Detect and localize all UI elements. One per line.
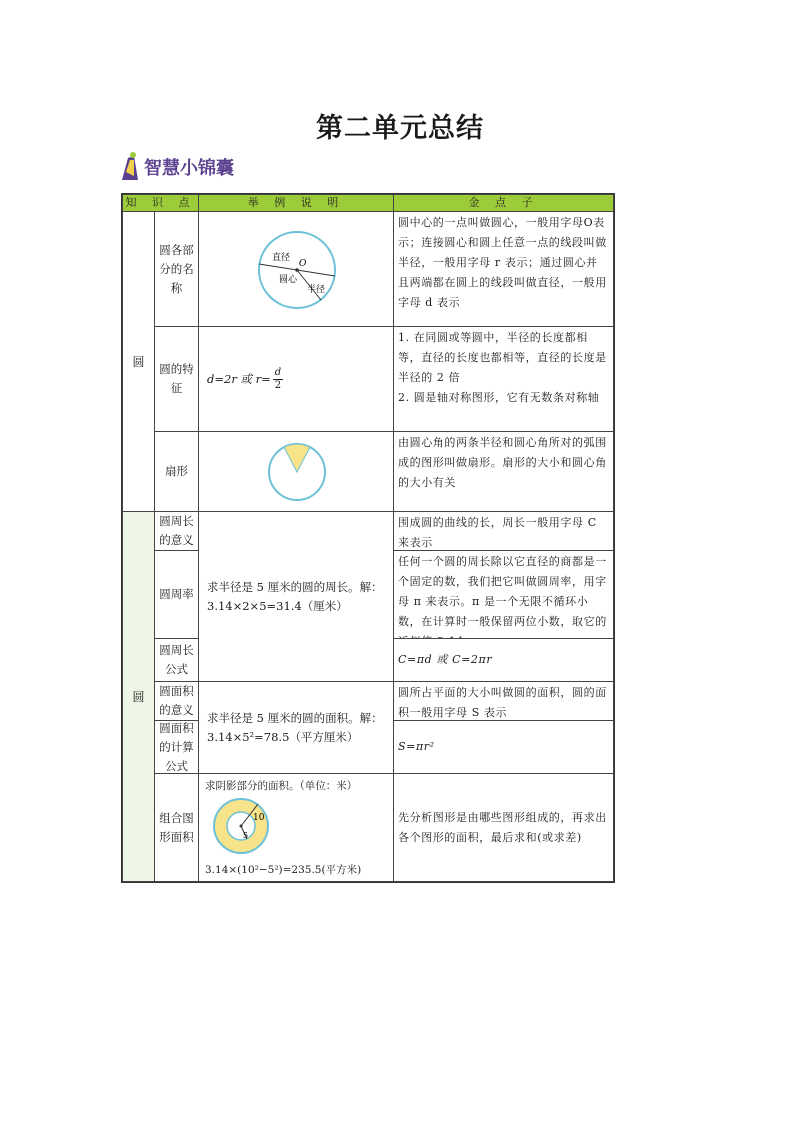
fraction-numerator: d [274, 366, 282, 378]
tip-circle-features [393, 326, 614, 432]
topic-circumference-meaning: 圆周长的意义 [154, 511, 199, 551]
example-circle-features [198, 326, 394, 432]
summary-table [121, 193, 615, 883]
header-example: 举 例 说 明 [198, 194, 394, 212]
topic-sector: 扇形 [154, 431, 199, 512]
page-title: 第二单元总结 [316, 113, 484, 144]
circle-parts-diagram [199, 212, 395, 328]
sector-diagram [199, 432, 395, 513]
topic-circle-features: 圆的特征 [154, 326, 199, 432]
composite-prompt: 求阴影部分的面积。（单位：米） [205, 780, 358, 792]
banner-title: 智慧小锦囊 [144, 158, 234, 179]
topic-area-meaning: 圆面积的意义 [154, 681, 199, 721]
topic-composite-area: 组合图形面积 [154, 773, 199, 882]
header-knowledge: 知 识 点 [122, 194, 199, 212]
composite-answer: 3.14×(10²−5²)=235.5(平方米) [205, 864, 362, 876]
example-circumference: 求半径是 5 厘米的圆的周长。解：3.14×2×5=31.4（厘米） [198, 511, 394, 682]
label-o: O [299, 259, 307, 269]
tip-pi: 任何一个圆的周长除以它直径的商都是一个固定的数，我们把它叫做圆周率，用字母 π 来表示。π 是一个无限不循环小数，在计算时一般保留两位小数，取它的 [393, 550, 614, 639]
fraction-denominator: 2 [274, 379, 282, 391]
header-tips: 金 点 子 [393, 194, 614, 212]
label-radius: 半径 [307, 285, 326, 295]
formula-text: d=2r 或 r= [207, 371, 271, 386]
example-circle-parts [198, 211, 394, 327]
example-sector [198, 431, 394, 512]
tip-circle-parts: 圆中心的一点叫做圆心，一般用字母O表示；连接圆心和圆上任意一点的线段叫做半径，一般用字母 r 表示；通过圆心并且两端都在圆上的线段叫做直径，一般用字母 d 表示 [393, 211, 614, 327]
tip-features-1: 1. 在同圆或等圆中，半径的长度都相等，直径的长度也都相等，直径的长度是半径的 2 倍 [398, 331, 607, 384]
topic-area-formula: 圆面积的计算公式 [154, 720, 199, 774]
label-center: 圆心 [279, 275, 298, 285]
tip-composite-area: 先分析图形是由哪些图形组成的，再求出各个图形的面积，最后求和(或求差) [393, 773, 614, 882]
topic-pi: 圆周率 [154, 550, 199, 639]
tip-circumference-formula: C=πd 或 C=2πr [393, 638, 614, 682]
topic-circle-parts: 圆各部分的名称 [154, 211, 199, 327]
tip-features-2: 2. 圆是轴对称图形，它有无数条对称轴 [398, 391, 600, 404]
group-circle: 圆 [122, 211, 155, 512]
label-diameter: 直径 [272, 253, 291, 263]
group-circle-2: 圆 [122, 511, 155, 882]
label-inner-radius: 5 [243, 831, 249, 840]
example-composite-area [198, 773, 394, 882]
formula-fraction [273, 367, 283, 392]
label-outer-radius: 10 [253, 813, 265, 823]
annulus-diagram [209, 796, 279, 856]
example-area: 求半径是 5 厘米的圆的面积。解：3.14×5²=78.5（平方厘米） [198, 681, 394, 774]
tip-area-meaning: 圆所占平面的大小叫做圆的面积，圆的面积一般用字母 S 表示 [393, 681, 614, 721]
lamp-icon [118, 150, 142, 182]
tip-sector: 由圆心角的两条半径和圆心角所对的弧围成的图形叫做扇形。扇形的大小和圆心角的大小有关 [393, 431, 614, 512]
tip-circumference-meaning: 围成圆的曲线的长，周长一般用字母 C 来表示 [393, 511, 614, 551]
tip-area-formula: S=πr² [393, 720, 614, 774]
topic-circumference-formula: 圆周长公式 [154, 638, 199, 682]
